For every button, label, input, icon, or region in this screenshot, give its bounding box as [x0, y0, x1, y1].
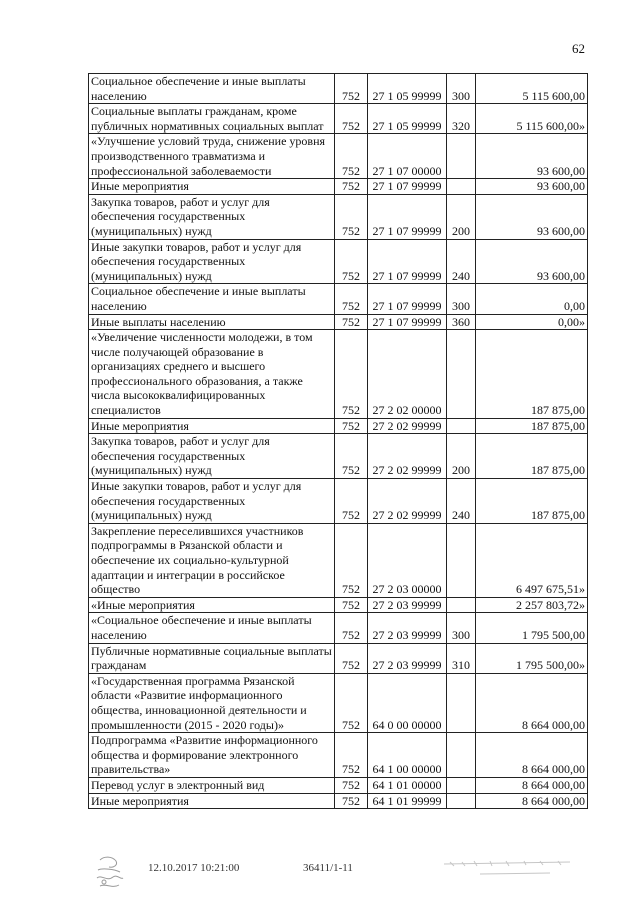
row-name-cell: Перевод услуг в электронный вид [89, 777, 335, 793]
row-grbs-cell: 752 [335, 284, 368, 314]
row-vr-cell [447, 330, 476, 419]
table-row [89, 418, 588, 434]
row-csr-cell: 27 2 03 99999 [368, 597, 447, 613]
row-csr-cell: 27 2 02 99999 [368, 434, 447, 479]
row-csr-cell: 27 2 02 00000 [368, 330, 447, 419]
row-csr-cell: 27 1 05 99999 [368, 74, 447, 104]
row-name-cell: «Иные мероприятия [89, 597, 335, 613]
row-csr-cell: 27 1 07 99999 [368, 194, 447, 239]
row-vr-cell [447, 418, 476, 434]
row-name-cell: Закупка товаров, работ и услуг для обеспечения государственных (муниципальных) нужд [89, 434, 335, 479]
budget-table [88, 73, 588, 809]
row-sum-cell: 93 600,00 [476, 134, 588, 179]
row-grbs-cell: 752 [335, 523, 368, 597]
table-row [89, 643, 588, 673]
row-name-cell: Подпрограмма «Развитие информационного общества и формирование электронного правительства» [89, 733, 335, 778]
row-name-cell: Иные выплаты населению [89, 314, 335, 330]
row-sum-cell: 93 600,00 [476, 239, 588, 284]
row-vr-cell: 360 [447, 314, 476, 330]
table-row [89, 134, 588, 179]
row-sum-cell: 187 875,00 [476, 434, 588, 479]
row-grbs-cell: 752 [335, 793, 368, 809]
row-sum-cell: 6 497 675,51» [476, 523, 588, 597]
row-sum-cell: 1 795 500,00» [476, 643, 588, 673]
row-csr-cell: 27 1 07 99999 [368, 239, 447, 284]
row-grbs-cell: 752 [335, 597, 368, 613]
row-name-cell: «Увеличение численности молодежи, в том числе получающей образование в организациях среднего и высшего профессионального образования, а также числа высококвалифицированных специалистов [89, 330, 335, 419]
row-name-cell: Закрепление переселившихся участников подпрограммы в Рязанской области и обеспечение их социально-культурной адаптации и интеграции в российское общество [89, 523, 335, 597]
row-csr-cell: 27 2 02 99999 [368, 418, 447, 434]
row-grbs-cell: 752 [335, 179, 368, 195]
table-row [89, 673, 588, 732]
row-csr-cell: 27 2 03 99999 [368, 613, 447, 643]
row-sum-cell: 1 795 500,00 [476, 613, 588, 643]
row-grbs-cell: 752 [335, 134, 368, 179]
row-sum-cell: 5 115 600,00 [476, 74, 588, 104]
row-sum-cell: 93 600,00 [476, 194, 588, 239]
row-name-cell: Социальное обеспечение и иные выплаты населению [89, 74, 335, 104]
row-name-cell: Иные мероприятия [89, 793, 335, 809]
row-csr-cell: 64 0 00 00000 [368, 673, 447, 732]
table-row [89, 330, 588, 419]
row-vr-cell [447, 673, 476, 732]
row-name-cell: Публичные нормативные социальные выплаты гражданам [89, 643, 335, 673]
row-sum-cell: 2 257 803,72» [476, 597, 588, 613]
row-csr-cell: 27 1 07 99999 [368, 314, 447, 330]
footer-document-id: 36411/1-11 [303, 862, 353, 874]
table-row [89, 104, 588, 134]
row-grbs-cell: 752 [335, 613, 368, 643]
row-grbs-cell: 752 [335, 74, 368, 104]
row-csr-cell: 27 2 02 99999 [368, 479, 447, 524]
row-csr-cell: 27 1 07 99999 [368, 179, 447, 195]
row-name-cell: Закупка товаров, работ и услуг для обеспечения государственных (муниципальных) нужд [89, 194, 335, 239]
seal-stamp [92, 852, 126, 894]
row-grbs-cell: 752 [335, 479, 368, 524]
row-vr-cell [447, 523, 476, 597]
table-row [89, 314, 588, 330]
table-row [89, 733, 588, 778]
row-grbs-cell: 752 [335, 194, 368, 239]
row-name-cell: Иные закупки товаров, работ и услуг для обеспечения государственных (муниципальных) нужд [89, 479, 335, 524]
row-vr-cell: 310 [447, 643, 476, 673]
row-csr-cell: 64 1 01 99999 [368, 793, 447, 809]
row-csr-cell: 64 1 01 00000 [368, 777, 447, 793]
row-name-cell: Социальные выплаты гражданам, кроме публичных нормативных социальных выплат [89, 104, 335, 134]
row-vr-cell [447, 134, 476, 179]
row-vr-cell: 240 [447, 479, 476, 524]
page-number: 62 [572, 41, 585, 56]
row-csr-cell: 27 1 07 99999 [368, 284, 447, 314]
row-csr-cell: 64 1 00 00000 [368, 733, 447, 778]
table-row [89, 179, 588, 195]
row-grbs-cell: 752 [335, 434, 368, 479]
table-row [89, 479, 588, 524]
row-grbs-cell: 752 [335, 314, 368, 330]
row-sum-cell: 8 664 000,00 [476, 793, 588, 809]
row-csr-cell: 27 1 05 99999 [368, 104, 447, 134]
table-row [89, 284, 588, 314]
row-sum-cell: 0,00» [476, 314, 588, 330]
row-grbs-cell: 752 [335, 330, 368, 419]
budget-table-body [89, 74, 588, 809]
row-vr-cell: 300 [447, 74, 476, 104]
row-name-cell: Иные закупки товаров, работ и услуг для обеспечения государственных (муниципальных) нужд [89, 239, 335, 284]
faint-stamp [440, 854, 580, 884]
row-grbs-cell: 752 [335, 777, 368, 793]
footer-datetime: 12.10.2017 10:21:00 [148, 862, 240, 874]
row-sum-cell: 8 664 000,00 [476, 777, 588, 793]
row-vr-cell [447, 179, 476, 195]
row-vr-cell: 300 [447, 613, 476, 643]
row-sum-cell: 5 115 600,00» [476, 104, 588, 134]
table-row [89, 194, 588, 239]
row-sum-cell: 93 600,00 [476, 179, 588, 195]
row-sum-cell: 0,00 [476, 284, 588, 314]
row-vr-cell [447, 597, 476, 613]
row-vr-cell [447, 733, 476, 778]
row-csr-cell: 27 1 07 00000 [368, 134, 447, 179]
row-name-cell: Иные мероприятия [89, 418, 335, 434]
table-row [89, 239, 588, 284]
row-sum-cell: 187 875,00 [476, 479, 588, 524]
row-vr-cell: 240 [447, 239, 476, 284]
row-vr-cell: 200 [447, 194, 476, 239]
table-row [89, 523, 588, 597]
row-name-cell: Иные мероприятия [89, 179, 335, 195]
row-csr-cell: 27 2 03 99999 [368, 643, 447, 673]
row-grbs-cell: 752 [335, 673, 368, 732]
row-grbs-cell: 752 [335, 643, 368, 673]
row-name-cell: «Улучшение условий труда, снижение уровня производственного травматизма и профессиональной заболеваемости [89, 134, 335, 179]
row-sum-cell: 187 875,00 [476, 330, 588, 419]
row-sum-cell: 8 664 000,00 [476, 733, 588, 778]
row-grbs-cell: 752 [335, 239, 368, 284]
row-csr-cell: 27 2 03 00000 [368, 523, 447, 597]
row-vr-cell: 320 [447, 104, 476, 134]
table-row [89, 613, 588, 643]
row-name-cell: «Социальное обеспечение и иные выплаты населению [89, 613, 335, 643]
table-row [89, 434, 588, 479]
table-row [89, 793, 588, 809]
row-grbs-cell: 752 [335, 418, 368, 434]
row-grbs-cell: 752 [335, 733, 368, 778]
row-vr-cell: 200 [447, 434, 476, 479]
row-sum-cell: 187 875,00 [476, 418, 588, 434]
row-vr-cell [447, 777, 476, 793]
table-row [89, 597, 588, 613]
row-name-cell: Социальное обеспечение и иные выплаты населению [89, 284, 335, 314]
table-row [89, 74, 588, 104]
row-grbs-cell: 752 [335, 104, 368, 134]
row-vr-cell [447, 793, 476, 809]
table-row [89, 777, 588, 793]
row-name-cell: «Государственная программа Рязанской области «Развитие информационного общества, инновационной деятельности и промышленности (2015 - 2020 годы)» [89, 673, 335, 732]
row-sum-cell: 8 664 000,00 [476, 673, 588, 732]
row-vr-cell: 300 [447, 284, 476, 314]
